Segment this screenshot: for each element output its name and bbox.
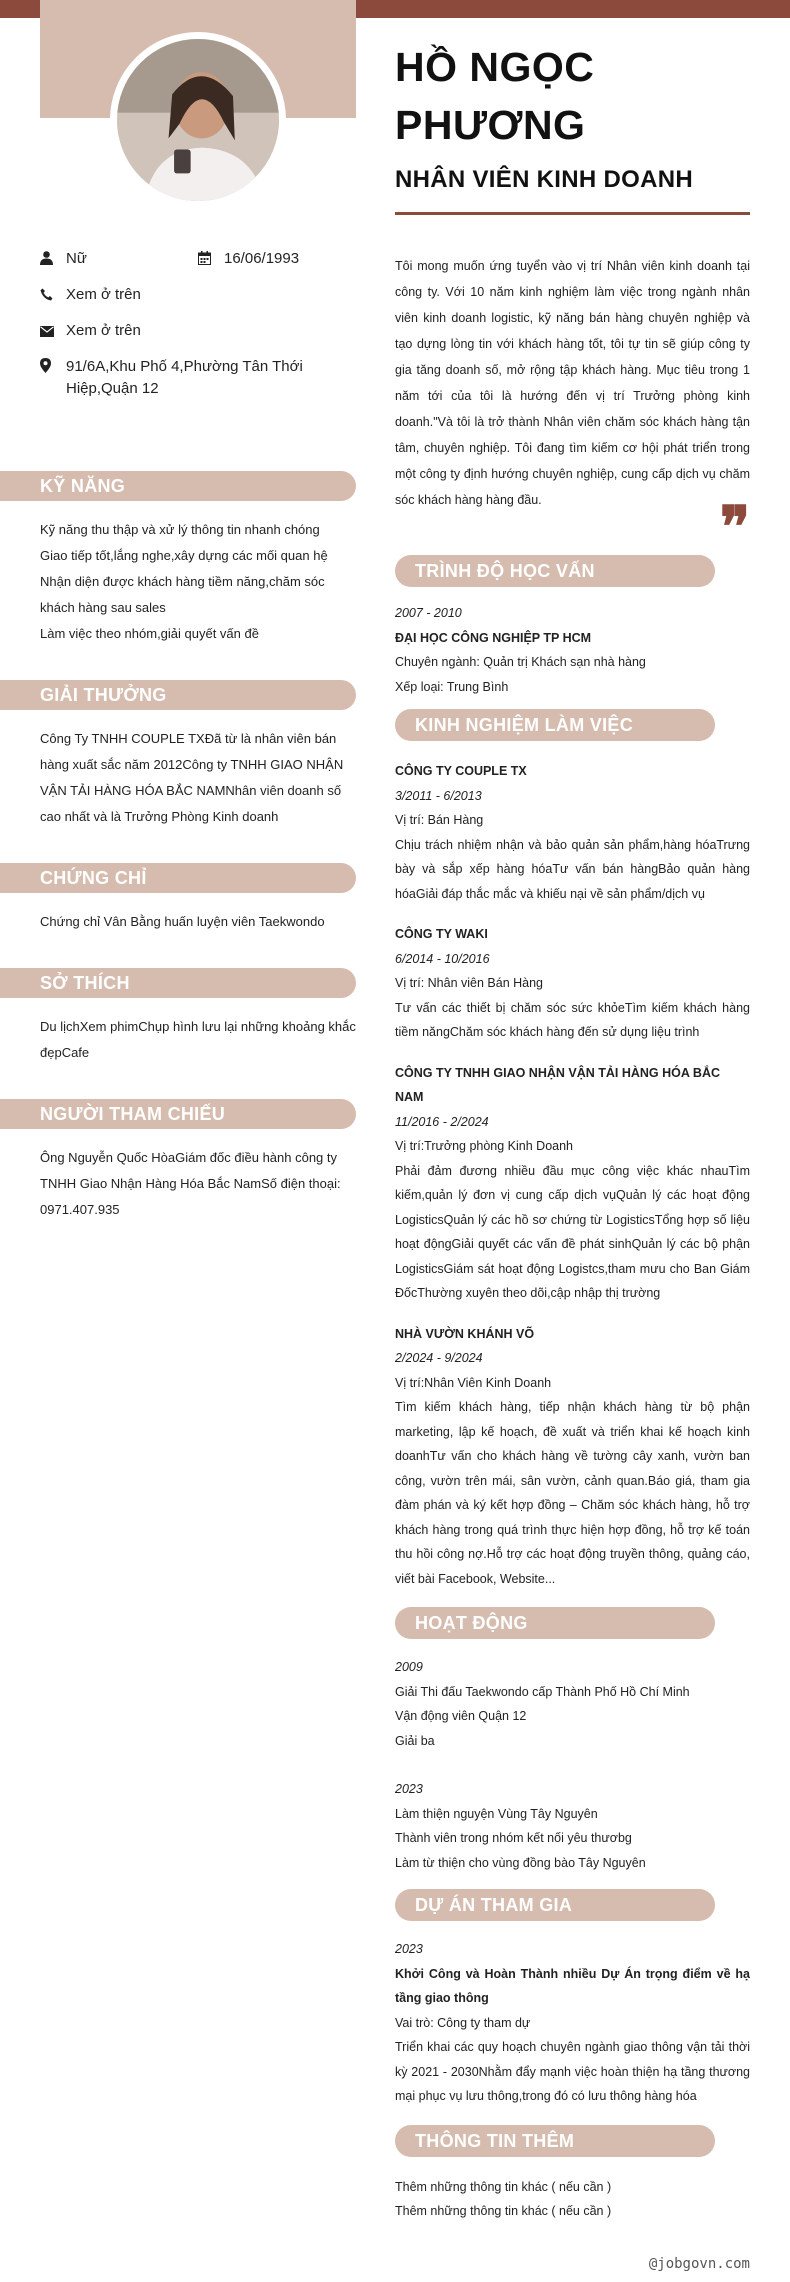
job-entry: [395, 759, 750, 906]
footer-watermark: @jobgovn.com: [648, 2256, 750, 2272]
job-position: Vị trí:Trưởng phòng Kinh Doanh: [395, 1139, 574, 1153]
job-title: NHÂN VIÊN KINH DOANH: [395, 166, 694, 193]
job-date: 2/2024 - 9/2024: [395, 1351, 483, 1365]
phone-value: Xem ở trên: [66, 286, 141, 303]
job-position: Vị trí: Bán Hàng: [395, 813, 484, 827]
project-name: Khởi Công và Hoàn Thành nhiều Dự Án trọng điểm về hạ tầng giao thông: [395, 1966, 750, 2005]
more-info-heading: THÔNG TIN THÊM: [395, 2125, 715, 2157]
job-date: 3/2011 - 6/2013: [395, 788, 482, 803]
education-entry: [395, 601, 750, 699]
experience-heading: KINH NGHIỆM LÀM VIỆC: [395, 709, 715, 741]
skill-item: Kỹ năng thu thập và xử lý thông tin nhanh chóng: [40, 522, 320, 537]
job-description: Phải đảm đương nhiều đầu mục công việc khác nhauTìm kiếm,quản lý đơn vị cung cấp dịch vụQuản lý các hoạt động LogisticsQuản lý các hồ sơ chứng từ LogisticsTổng hợp số liệu hoạt độngGiải quyết các vấn đề phát sinhQuản lý các bộ phận LogisticsGiám sát hoạt động Logistcs,tham mưu cho Ban Giám ĐốcThường xuyên theo dõi,cập nhập thị trường: [395, 1163, 750, 1300]
activity-line: Làm từ thiện cho vùng đồng bào Tây Nguyên: [395, 1855, 646, 1870]
project-year: 2023: [395, 1942, 423, 1956]
phone-row: [40, 284, 356, 307]
email-row: [40, 320, 356, 343]
education-grade: Xếp loại: Trung Bình: [395, 679, 509, 694]
title-divider: [395, 212, 750, 215]
career-summary: Tôi mong muốn ứng tuyển vào vị trí Nhân viên kinh doanh tại công ty. Với 10 năm kinh nghiệm làm việc trong ngành nhân viên kinh doanh logistic, kỹ năng bán hàng chuyên nghiệp và tạo dựng lòng tin với khách hàng tốt, tôi tự tin sẽ giúp công ty gia tăng doanh số, mở rộng tập khách hàng. Mục tiêu trong 1 năm tới của tôi là hướng đến vị trí Trưởng phòng kinh doanh."Và tôi là trở thành Nhân viên chăm sóc khách hàng tận tâm, chuyên nghiệp. Tôi đang tìm kiếm cơ hội phát triển trong một công ty định hướng chuyên nghiệp, cung cấp dịch vụ chăm sóc khách hàng hàng đầu.: [395, 259, 750, 507]
more-info-entry: [395, 2175, 750, 2224]
dob-row: [198, 248, 356, 271]
skill-item: Nhận diện được khách hàng tiềm năng,chăm sóc khách hàng sau sales: [40, 574, 325, 615]
right-column: [395, 38, 750, 2224]
project-role: Vai trò: Công ty tham dự: [395, 2015, 531, 2030]
hobbies-heading: SỞ THÍCH: [0, 968, 356, 998]
job-company: CÔNG TY TNHH GIAO NHẬN VẬN TẢI HÀNG HÓA BẮC NAM: [395, 1065, 720, 1104]
avatar: [110, 32, 286, 208]
activity-year: 2023: [395, 1782, 423, 1796]
projects-heading: DỰ ÁN THAM GIA: [395, 1889, 715, 1921]
activity-year: 2009: [395, 1660, 423, 1674]
job-position: Vị trí:Nhân Viên Kinh Doanh: [395, 1375, 552, 1390]
activity-line: Vận động viên Quận 12: [395, 1709, 527, 1723]
job-position: Vị trí: Nhân viên Bán Hàng: [395, 976, 543, 990]
job-company: CÔNG TY COUPLE TX: [395, 764, 527, 778]
location-pin-icon: [40, 356, 66, 379]
job-company: NHÀ VƯỜN KHÁNH VÕ: [395, 1326, 535, 1341]
references-heading: NGƯỜI THAM CHIẾU: [0, 1099, 356, 1129]
job-description: Tìm kiếm khách hàng, tiếp nhận khách hàng từ bộ phận marketing, lập kế hoạch, đề xuất và triển khai kế hoạch kinh doanhTư vấn cho khách hàng về tường cây xanh, vườn ban công, vườn trên mái, sân vườn, cảnh quan.Báo giá, tham gia đàm phán và ký kết hợp đồng – Chăm sóc khách hàng, hỗ trợ khách hàng trong quá trình thực hiện hợp đồng, hỗ trợ kế toán thu hồi công nợ.Hỗ trợ các hoạt động truyền thông, quảng cáo, viết bài Facebook, Website...: [395, 1400, 750, 1586]
dob-value: 16/06/1993: [224, 250, 300, 267]
hobbies-text: Du lịchXem phimChụp hình lưu lại những khoảng khắc đẹpCafe: [40, 1019, 356, 1060]
activity-line: Thành viên trong nhóm kết nối yêu thươbg: [395, 1831, 632, 1845]
job-entry: [395, 922, 750, 1045]
job-date: 6/2014 - 10/2016: [395, 951, 490, 966]
address-value: 91/6A,Khu Phố 4,Phường Tân Thới Hiệp,Quận 12: [66, 358, 303, 397]
activity-group: [395, 1777, 750, 1875]
job-description: Chịu trách nhiệm nhận và bảo quản sản phẩm,hàng hóaTrưng bày và sắp xếp hàng hóaTư vấn bán hàngBảo quản hàng hóaGiải đáp thắc mắc và khiếu nại về sản phẩm/dịch vụ: [395, 837, 750, 901]
more-info-line: Thêm những thông tin khác ( nếu cần ): [395, 2204, 612, 2218]
more-info-line: Thêm những thông tin khác ( nếu cần ): [395, 2179, 612, 2194]
phone-icon: [40, 284, 66, 307]
email-value: Xem ở trên: [66, 322, 141, 339]
gender-row: [40, 248, 198, 271]
education-date: 2007 - 2010: [395, 606, 462, 620]
job-date: 11/2016 - 2/2024: [395, 1114, 489, 1129]
skill-item: Giao tiếp tốt,lắng nghe,xây dựng các mối quan hệ: [40, 548, 328, 563]
calendar-icon: [198, 248, 224, 271]
skills-list: [40, 501, 356, 647]
address-row: [40, 356, 356, 400]
user-icon: [40, 248, 66, 271]
activities-heading: HOẠT ĐỘNG: [395, 1607, 715, 1639]
gender-value: Nữ: [66, 250, 87, 267]
references-text: Ông Nguyễn Quốc HòaGiám đốc điều hành công ty TNHH Giao Nhận Hàng Hóa Bắc NamSố điện thoại: 0971.407.935: [40, 1150, 341, 1217]
activity-line: Giải Thi đấu Taekwondo cấp Thành Phố Hồ Chí Minh: [395, 1684, 690, 1699]
quote-icon: ❞: [719, 495, 750, 558]
education-school: ĐẠI HỌC CÔNG NGHIỆP TP HCM: [395, 630, 592, 645]
awards-text: Công Ty TNHH COUPLE TXĐã từ là nhân viên bán hàng xuất sắc năm 2012Công ty TNHH GIAO NHẬN VẬN TẢI HÀNG HÓA BẮC NAMNhân viên doanh số cao nhất và là Trưởng Phòng Kinh doanh: [40, 731, 344, 824]
project-entry: [395, 1937, 750, 2109]
job-entry: [395, 1061, 750, 1306]
job-description: Tư vấn các thiết bị chăm sóc sức khỏeTìm kiếm khách hàng tiềm năngChăm sóc khách hàng đến sử dụng liệu trình: [395, 1000, 750, 1039]
activity-line: Giải ba: [395, 1733, 435, 1748]
activity-line: Làm thiện nguyện Vùng Tây Nguyên: [395, 1806, 598, 1821]
skills-heading: KỸ NĂNG: [0, 471, 356, 501]
education-major: Chuyên ngành: Quản trị Khách sạn nhà hàng: [395, 655, 646, 669]
certificates-heading: CHỨNG CHỈ: [0, 863, 356, 893]
skill-item: Làm việc theo nhóm,giải quyết vấn đề: [40, 626, 259, 641]
mail-icon: [40, 320, 66, 343]
name-line-1: HỒ NGỌC: [395, 44, 595, 90]
education-heading: TRÌNH ĐỘ HỌC VẤN: [395, 555, 715, 587]
job-entry: [395, 1322, 750, 1592]
name-line-2: PHƯƠNG: [395, 102, 586, 148]
awards-heading: GIẢI THƯỞNG: [0, 680, 356, 710]
project-description: Triển khai các quy hoạch chuyên ngành giao thông vận tải thời kỳ 2021 - 2030Nhằm đẩy mạnh việc hoàn thiện hạ tầng thương mại phục vụ lưu thông,trong đó có lưu thông hàng hóa: [395, 2040, 750, 2103]
job-company: CÔNG TY WAKI: [395, 927, 488, 941]
left-column: [40, 248, 356, 1223]
activity-group: [395, 1655, 750, 1753]
certificates-text: Chứng chỉ Vân Bằng huấn luyện viên Taekwondo: [40, 914, 325, 929]
